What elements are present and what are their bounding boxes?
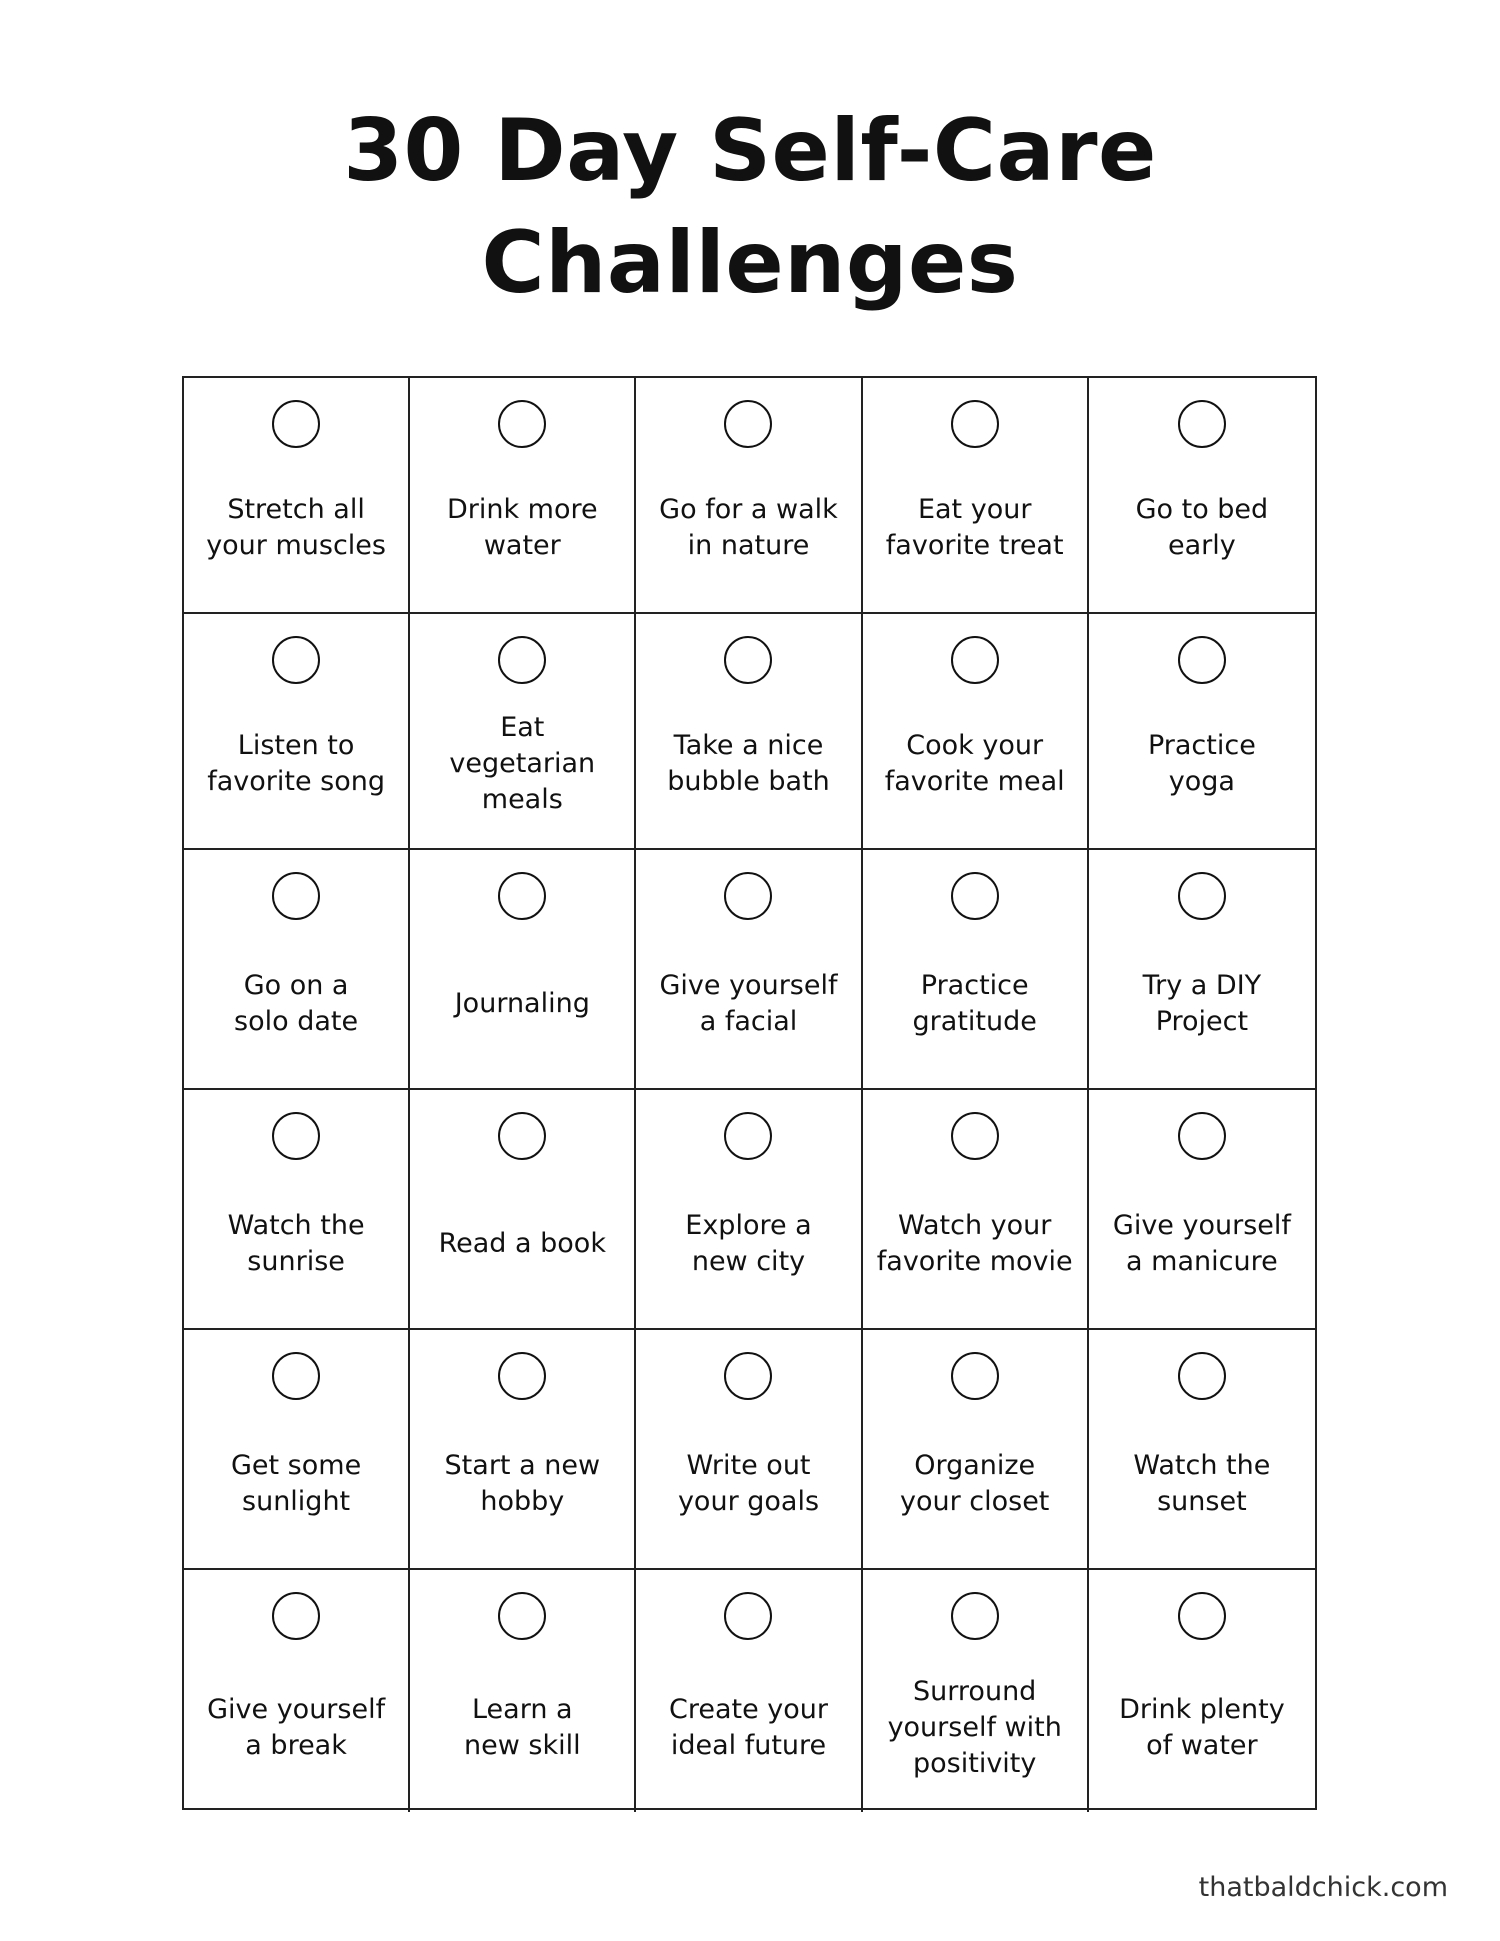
challenge-cell[interactable] [1089, 378, 1315, 614]
challenge-label: Drink plenty of water [1119, 1694, 1285, 1761]
challenge-label: Give yourself a break [207, 1694, 386, 1761]
challenge-cell[interactable] [863, 1090, 1089, 1330]
challenge-cell[interactable] [184, 1570, 410, 1812]
checkbox-circle-icon[interactable] [272, 872, 320, 920]
checkbox-circle-icon[interactable] [272, 636, 320, 684]
title-line-1: 30 Day Self-Care [343, 101, 1157, 201]
challenge-cell[interactable] [636, 1330, 862, 1570]
challenge-label: Start a new hobby [444, 1450, 601, 1517]
challenge-cell[interactable] [1089, 1090, 1315, 1330]
challenge-label: Take a nice bubble bath [667, 730, 830, 797]
challenge-label: Go for a walk in nature [659, 494, 838, 561]
checkbox-circle-icon[interactable] [724, 636, 772, 684]
checkbox-circle-icon[interactable] [272, 1112, 320, 1160]
challenge-label: Surround yourself with positivity [887, 1676, 1062, 1779]
checkbox-circle-icon[interactable] [724, 1592, 772, 1640]
challenge-cell[interactable] [636, 850, 862, 1090]
checkbox-circle-icon[interactable] [951, 1112, 999, 1160]
checkbox-circle-icon[interactable] [272, 1352, 320, 1400]
challenge-cell[interactable] [184, 614, 410, 850]
challenge-cell[interactable] [863, 378, 1089, 614]
challenge-label: Listen to favorite song [207, 730, 385, 797]
checkbox-circle-icon[interactable] [724, 872, 772, 920]
challenge-cell[interactable] [184, 1090, 410, 1330]
challenge-cell[interactable] [410, 850, 636, 1090]
title-line-2: Challenges [481, 213, 1019, 313]
challenge-cell[interactable] [863, 1570, 1089, 1812]
challenge-label: Stretch all your muscles [206, 494, 386, 561]
checkbox-circle-icon[interactable] [724, 1112, 772, 1160]
checkbox-circle-icon[interactable] [1178, 1592, 1226, 1640]
challenge-cell[interactable] [636, 1090, 862, 1330]
checkbox-circle-icon[interactable] [951, 400, 999, 448]
checkbox-circle-icon[interactable] [498, 636, 546, 684]
checkbox-circle-icon[interactable] [272, 1592, 320, 1640]
challenge-label: Organize your closet [899, 1450, 1050, 1517]
challenge-label: Practice yoga [1147, 730, 1256, 797]
challenge-cell[interactable] [863, 1330, 1089, 1570]
challenge-cell[interactable] [184, 850, 410, 1090]
checkbox-circle-icon[interactable] [498, 400, 546, 448]
challenge-label: Explore a new city [685, 1210, 812, 1277]
challenge-cell[interactable] [1089, 850, 1315, 1090]
challenge-label: Create your ideal future [668, 1694, 828, 1761]
challenge-label: Try a DIY Project [1142, 970, 1262, 1037]
checkbox-circle-icon[interactable] [498, 1112, 546, 1160]
checkbox-circle-icon[interactable] [724, 400, 772, 448]
checkbox-circle-icon[interactable] [951, 1352, 999, 1400]
challenge-grid [182, 376, 1317, 1810]
challenge-cell[interactable] [1089, 1570, 1315, 1812]
challenge-label: Cook your favorite meal [884, 730, 1065, 797]
checkbox-circle-icon[interactable] [1178, 1352, 1226, 1400]
challenge-label: Give yourself a manicure [1112, 1210, 1291, 1277]
challenge-cell[interactable] [184, 378, 410, 614]
challenge-cell[interactable] [410, 614, 636, 850]
challenge-label: Give yourself a facial [659, 970, 838, 1037]
challenge-cell[interactable] [410, 378, 636, 614]
checkbox-circle-icon[interactable] [724, 1352, 772, 1400]
checkbox-circle-icon[interactable] [498, 872, 546, 920]
challenge-label: Eat your favorite treat [885, 494, 1064, 561]
checkbox-circle-icon[interactable] [1178, 872, 1226, 920]
challenge-cell[interactable] [636, 378, 862, 614]
challenge-label: Read a book [438, 1228, 606, 1259]
checkbox-circle-icon[interactable] [1178, 1112, 1226, 1160]
challenge-cell[interactable] [410, 1090, 636, 1330]
challenge-label: Go to bed early [1135, 494, 1269, 561]
checkbox-circle-icon[interactable] [951, 872, 999, 920]
challenge-cell[interactable] [863, 614, 1089, 850]
challenge-label: Journaling [454, 988, 590, 1019]
checkbox-circle-icon[interactable] [272, 400, 320, 448]
challenge-label: Learn a new skill [463, 1694, 581, 1761]
challenge-cell[interactable] [1089, 1330, 1315, 1570]
challenge-label: Watch your favorite movie [876, 1210, 1073, 1277]
challenge-label: Drink more water [446, 494, 598, 561]
challenge-label: Go on a solo date [234, 970, 359, 1037]
challenge-cell[interactable] [636, 1570, 862, 1812]
challenge-cell[interactable] [410, 1330, 636, 1570]
checkbox-circle-icon[interactable] [498, 1352, 546, 1400]
challenge-cell[interactable] [1089, 614, 1315, 850]
page-title [0, 95, 1500, 319]
challenge-label: Write out your goals [677, 1450, 820, 1517]
challenge-cell[interactable] [636, 614, 862, 850]
challenge-cell[interactable] [863, 850, 1089, 1090]
challenge-cell[interactable] [184, 1330, 410, 1570]
challenge-label: Watch the sunrise [227, 1210, 365, 1277]
challenge-label: Practice gratitude [912, 970, 1037, 1037]
challenge-cell[interactable] [410, 1570, 636, 1812]
challenge-label: Eat vegetarian meals [449, 712, 596, 815]
challenge-label: Watch the sunset [1133, 1450, 1271, 1517]
checkbox-circle-icon[interactable] [498, 1592, 546, 1640]
checkbox-circle-icon[interactable] [1178, 400, 1226, 448]
checkbox-circle-icon[interactable] [951, 636, 999, 684]
checkbox-circle-icon[interactable] [1178, 636, 1226, 684]
challenge-label: Get some sunlight [230, 1450, 362, 1517]
checkbox-circle-icon[interactable] [951, 1592, 999, 1640]
footer-site-link[interactable]: thatbaldchick.com [1198, 1872, 1448, 1903]
